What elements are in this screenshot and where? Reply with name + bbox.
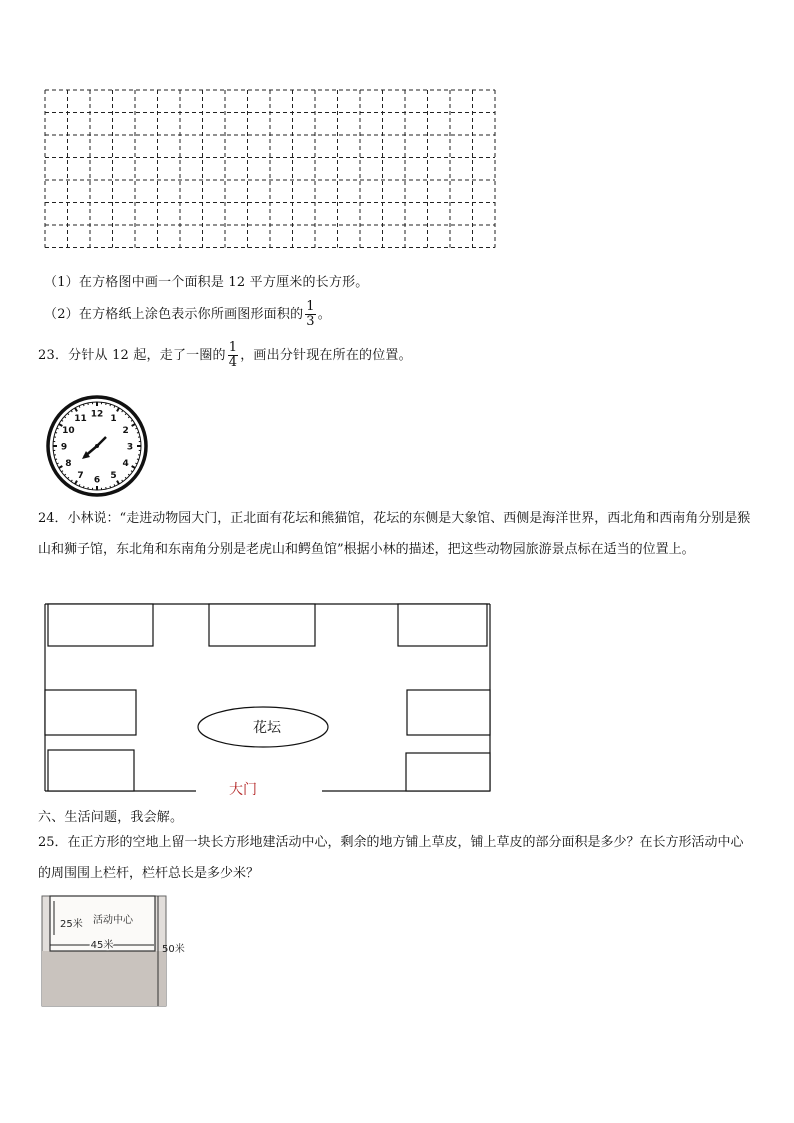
clock-number: 2	[122, 426, 129, 436]
q22-part2-prefix: （2）在方格纸上涂色表示你所画图形面积的	[44, 307, 304, 322]
q24-question: 24．小林说：“走进动物园大门，正北面有花坛和熊猫馆，花坛的东侧是大象馆、西侧是海洋世界，西北角和西南角分别是猴山和狮子馆，东北角和东南角分别是老虎山和鳄鱼馆”根据小林的描述，把这些动物园旅游景点标在适当的位置上。	[38, 511, 751, 557]
clock-number: 1	[110, 413, 117, 424]
fraction-denominator: 3	[306, 314, 315, 329]
lawn-area	[42, 951, 166, 1006]
fraction-one-quarter	[228, 341, 238, 370]
clock-face[interactable]	[44, 393, 150, 499]
box-northeast[interactable]	[398, 604, 487, 646]
clock-number: 8	[65, 459, 72, 469]
clock-number: 10	[62, 426, 75, 436]
q22-part1: （1）在方格图中画一个面积是 12 平方厘米的长方形。	[44, 275, 369, 290]
box-northwest[interactable]	[48, 604, 153, 646]
box-east[interactable]	[407, 690, 490, 735]
clock-tick	[55, 432, 57, 433]
flowerbed-label: 花坛	[253, 720, 281, 736]
q23-question	[38, 341, 412, 370]
activity-center-label: 活动中心	[93, 915, 133, 926]
clock-tick	[137, 432, 139, 433]
q25-question: 25．在正方形的空地上留一块长方形地建活动中心，剩余的地方铺上草皮，铺上草皮的部分面积是多少？在长方形活动中心的周围围上栏杆，栏杆总长是多少米？	[38, 835, 744, 881]
clock-tick	[55, 459, 57, 460]
clock-number: 9	[60, 442, 68, 453]
activity-center-figure[interactable]	[40, 893, 190, 1008]
clock-tick	[110, 486, 111, 488]
clock-number: 3	[126, 442, 134, 453]
clock-tick	[83, 404, 84, 406]
q23-prefix: 23．分针从 12 起，走了一圈的	[38, 348, 226, 363]
width-label: 45米	[90, 940, 114, 951]
q23-suffix: ，画出分针现在所在的位置。	[240, 348, 412, 363]
gate-label: 大门	[229, 782, 257, 795]
square-grid[interactable]	[44, 89, 498, 249]
clock-number: 7	[77, 471, 84, 482]
box-southwest[interactable]	[48, 750, 134, 791]
clock-tick	[137, 459, 139, 460]
zoo-map[interactable]	[44, 603, 494, 795]
clock-tick	[83, 486, 84, 488]
box-north-center[interactable]	[209, 604, 315, 646]
box-southeast[interactable]	[406, 753, 490, 791]
box-west[interactable]	[45, 690, 136, 735]
fraction-numerator: 1	[228, 340, 238, 355]
q22-part2-suffix: 。	[317, 307, 331, 322]
clock-number: 6	[93, 475, 101, 486]
clock-number: 11	[74, 413, 87, 424]
clock-number: 4	[122, 459, 129, 469]
fraction-numerator: 1	[306, 299, 315, 314]
side-length-label: 50米	[162, 944, 185, 955]
height-label: 25米	[60, 919, 83, 930]
fraction-denominator: 4	[228, 355, 238, 370]
clock-number: 12	[90, 409, 104, 420]
fraction-one-third	[305, 300, 315, 329]
section-six-title: 六、生活问题，我会解。	[38, 810, 184, 825]
clock-number: 5	[110, 471, 117, 482]
q22-part2	[44, 300, 331, 329]
clock-tick	[110, 404, 111, 406]
clock-center	[95, 444, 99, 448]
